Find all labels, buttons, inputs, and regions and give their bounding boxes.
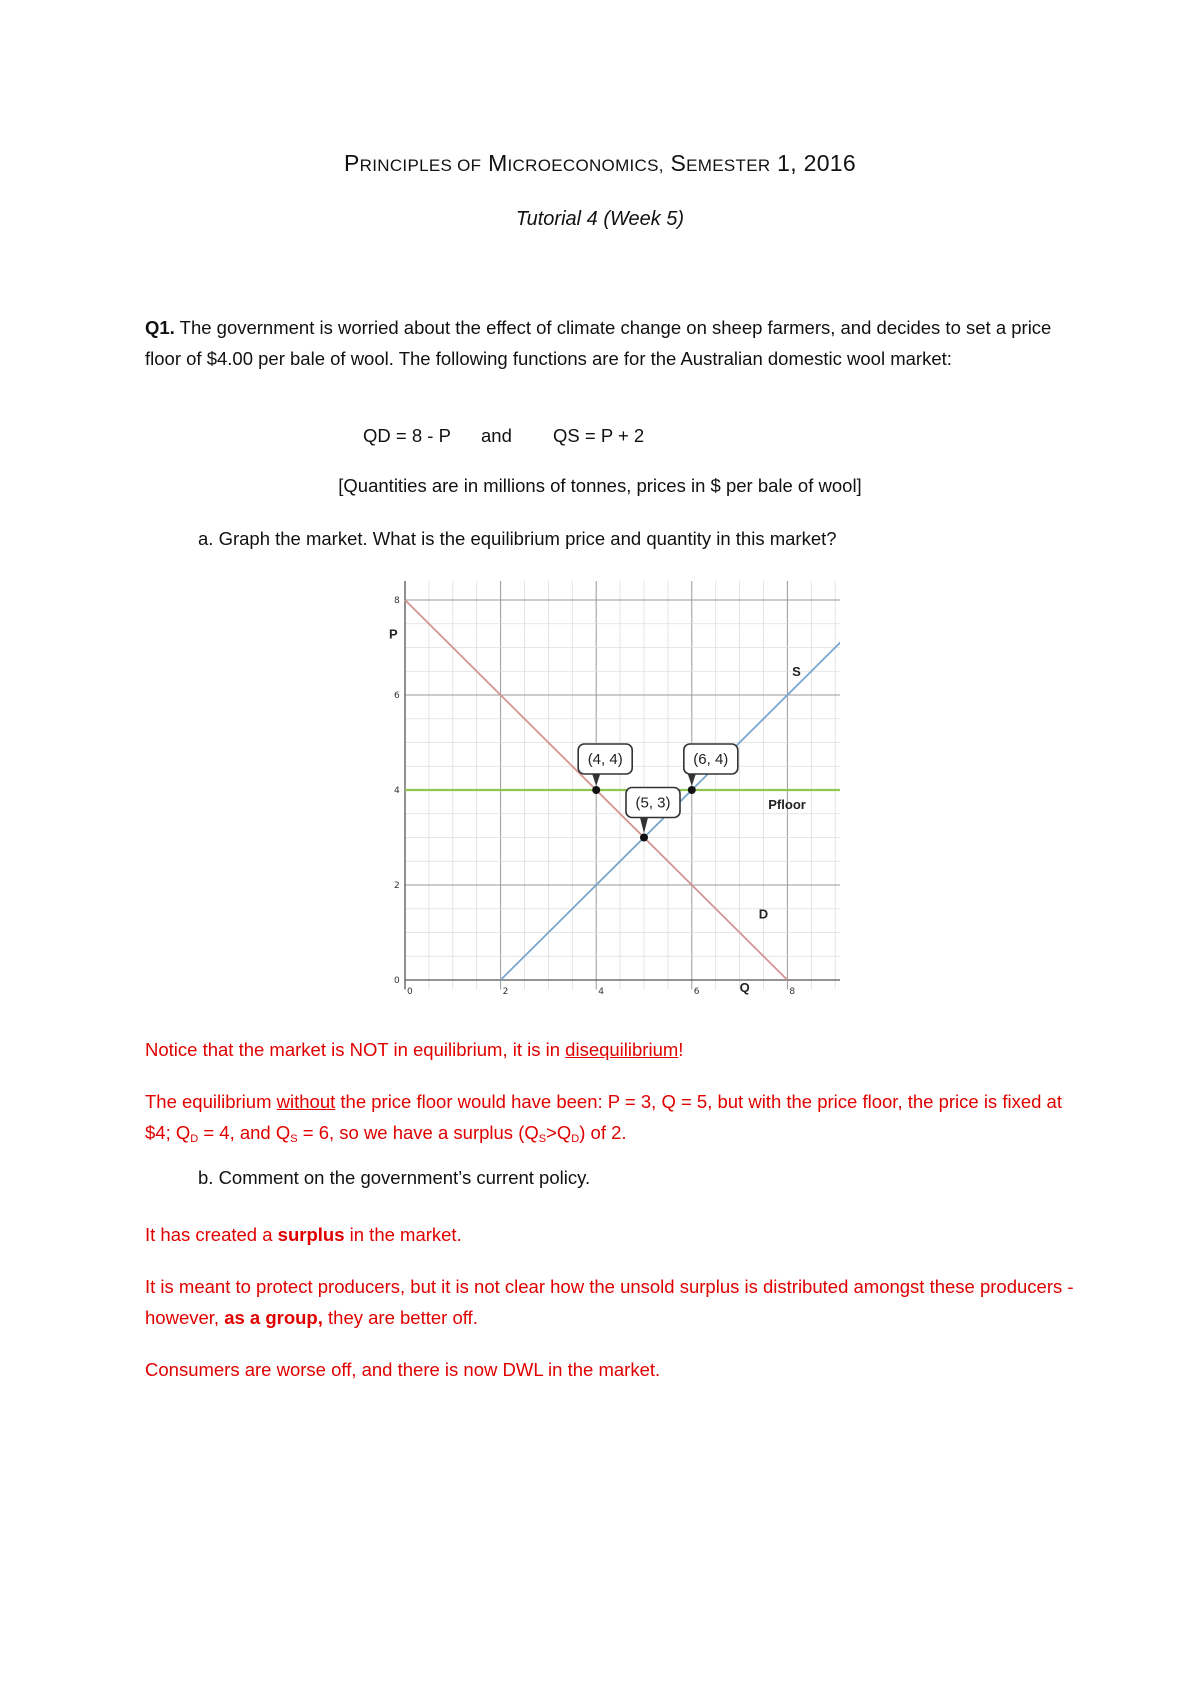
point-label: (4, 4) [587,751,623,768]
question-label: Q1. [145,317,175,338]
x-axis-label: Q [739,980,750,995]
demand-equation: QD = 8 - P [363,425,451,446]
document-title: PRINCIPLES OF MICROECONOMICS, SEMESTER 1, 2016 [344,150,856,176]
grid-lines [405,581,840,990]
supply-equation: QS = P + 2 [553,425,645,446]
line-label-s: S [792,664,801,679]
data-point [640,834,648,842]
part-b-question: b. Comment on the government’s current policy. [198,1167,591,1188]
tick-labels [389,596,795,997]
x-tick-label: 8 [789,987,796,997]
line-label-pfloor: Pfloor [768,797,806,812]
answer-b-line-3: Consumers are worse off, and there is now DWL in the market. [145,1359,661,1380]
x-tick-label: 2 [502,987,509,997]
data-point [688,786,696,794]
x-tick-label: 0 [407,987,413,997]
y-tick-label: 4 [394,786,400,796]
point-callout-pointer [640,818,648,834]
line-label-d: D [758,906,769,922]
y-tick-label: 0 [394,976,400,986]
y-tick-label: 6 [394,691,400,701]
market-graph [370,580,840,1010]
series-lines [405,600,840,980]
data-point [592,786,600,794]
y-axis-label: P [389,626,398,642]
point-callout-pointer [688,774,696,786]
data-points [578,744,738,842]
point-callout-pointer [592,774,600,786]
question-1-text: Q1. The government is worried about the effect of climate change on sheep farmers, and decides to set a price floor of $4.00 per bale of wool. The following functions are for the Australian domestic wool market: [145,317,1052,369]
x-tick-label: 6 [693,987,700,997]
answer-a-line-1: Notice that the market is NOT in equilibrium, it is in disequilibrium! [145,1039,684,1060]
answer-a-line-2: The equilibrium without the price floor would have been: P = 3, Q = 5, but with the price floor, the price is fixed at $4; $Q_D = 4$, and $Q_S = 6$, so we have a surplus $(Q_S>Q_D)$ of 2. [145,1091,1062,1145]
part-a-question: a. Graph the market. What is the equilibrium price and quantity in this market? [198,528,837,549]
document-subtitle: Tutorial 4 (Week 5) [515,208,685,230]
answer-b-line-2: It is meant to protect producers, but it is not clear how the unsold surplus is distributed amongst these producers - however, as a group, they are better off. [145,1276,1074,1328]
line-labels [759,664,806,921]
x-tick-label: 4 [598,987,604,997]
y-tick-label: 8 [394,596,400,606]
point-label: (6, 4) [693,751,729,768]
answer-b-line-1: It has created a surplus in the market. [145,1224,462,1245]
equation-and: and [481,425,512,446]
y-tick-label: 2 [394,881,400,891]
units-note: [Quantities are in millions of tonnes, prices in $ per bale of wool] [338,475,862,496]
point-label: (5, 3) [635,794,671,812]
